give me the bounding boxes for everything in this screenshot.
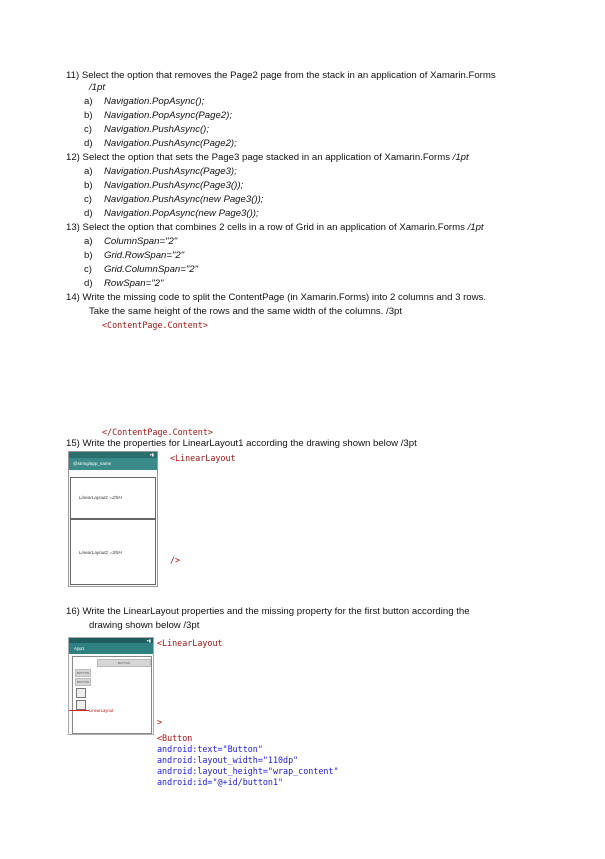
question-points: /1pt — [452, 152, 469, 163]
option-b — [84, 250, 184, 262]
checkbox-icon — [76, 688, 86, 698]
linear-layout-annotation: LinearLayout — [89, 708, 114, 713]
option-label: a) — [84, 236, 93, 247]
option-label: b) — [84, 180, 93, 191]
question-number: 13) — [66, 222, 80, 233]
question-text: Select the option that removes the Page2 page from the stack in an application of Xamarin.Forms — [81, 70, 496, 81]
option-text: Navigation.PushAsync(); — [104, 124, 210, 135]
question-text: Select the option that sets the Page3 page stacked in an application of Xamarin.Forms — [82, 152, 450, 163]
code-open-tag: <ContentPage.Content> — [102, 320, 208, 330]
question-13 — [66, 222, 484, 234]
option-a — [84, 96, 204, 108]
code-button-attr-id: android:id="@+id/button1" — [157, 777, 284, 787]
mock-button-3: BUTTON — [76, 680, 90, 684]
app-bar-title: @string/app_name — [69, 458, 157, 470]
option-label: b) — [84, 250, 93, 261]
option-d — [84, 208, 259, 220]
option-b — [84, 180, 243, 192]
question-text-continued: drawing shown below /3pt — [89, 620, 200, 631]
option-text: Navigation.PopAsync(Page2); — [104, 110, 232, 121]
question-number: 16) — [66, 606, 80, 617]
question-number: 11) — [66, 70, 80, 81]
option-a — [84, 236, 177, 248]
option-c — [84, 124, 209, 136]
linear-layout-box — [72, 656, 152, 734]
option-c — [84, 264, 198, 276]
option-label: d) — [84, 208, 93, 219]
option-text: Navigation.PopAsync(new Page3()); — [104, 208, 259, 219]
option-label: d) — [84, 138, 93, 149]
option-label: a) — [84, 96, 93, 107]
option-label: b) — [84, 110, 93, 121]
question-text: Write the missing code to split the ContentPage (in Xamarin.Forms) into 2 columns and 3 rows. — [82, 292, 487, 303]
question-text: Select the option that combines 2 cells in a row of Grid in an application of Xamarin.Forms — [82, 222, 465, 233]
option-label: c) — [84, 124, 92, 135]
option-text: ColumnSpan="2" — [104, 236, 178, 247]
question-points: /1pt — [89, 82, 106, 93]
option-text: RowSpan="2" — [104, 278, 164, 289]
linear-layout-1-label: LinearLayout1 =2/5H — [79, 495, 122, 500]
signal-icon: ▾▮ — [149, 452, 154, 457]
option-text: Grid.ColumnSpan="2" — [104, 264, 199, 275]
code-open-tag: <LinearLayout — [170, 453, 236, 463]
option-d — [84, 278, 163, 290]
question-number: 15) — [66, 438, 80, 449]
linear-layout-2-box — [70, 519, 156, 585]
option-text: Grid.RowSpan="2" — [104, 250, 185, 261]
option-text: Navigation.PopAsync(); — [104, 96, 205, 107]
annotation-line — [69, 710, 89, 711]
question-text-continued: Take the same height of the rows and the same width of the columns. /3pt — [89, 306, 403, 317]
option-label: c) — [84, 264, 92, 275]
question-text: Write the properties for LinearLayout1 according the drawing shown below /3pt — [82, 438, 417, 449]
app-bar-title: App1 — [69, 643, 153, 654]
question-16 — [66, 606, 470, 618]
question-12 — [66, 152, 469, 164]
status-bar — [69, 452, 157, 458]
code-close-bracket: > — [157, 717, 163, 727]
option-c — [84, 194, 263, 206]
checkbox-icon — [76, 700, 86, 710]
code-button-attr-height: android:layout_height="wrap_content" — [157, 766, 339, 776]
code-button-tag: <Button — [157, 733, 193, 743]
code-button-attr-width: android:layout_width="110dp" — [157, 755, 299, 765]
option-label: a) — [84, 166, 93, 177]
code-close-tag: </ContentPage.Content> — [102, 427, 213, 437]
code-button-attr-text: android:text="Button" — [157, 744, 263, 754]
option-text: Navigation.PushAsync(Page2); — [104, 138, 237, 149]
option-d — [84, 138, 237, 150]
status-bar — [69, 638, 153, 643]
question-14 — [66, 292, 486, 304]
option-label: c) — [84, 194, 92, 205]
code-open-tag: <LinearLayout — [157, 638, 223, 648]
option-text: Navigation.PushAsync(new Page3()); — [104, 194, 264, 205]
code-close-tag: /> — [170, 555, 181, 565]
mock-button-2: BUTTON — [76, 671, 90, 675]
phone-mockup-1 — [68, 451, 158, 587]
linear-layout-1-box — [70, 477, 156, 519]
phone-mockup-2 — [68, 637, 154, 735]
question-number: 14) — [66, 292, 80, 303]
linear-layout-2-label: LinearLayout2 =3/5H — [79, 550, 122, 555]
question-points: /1pt — [467, 222, 484, 233]
question-11 — [66, 70, 496, 82]
option-a — [84, 166, 237, 178]
option-text: Navigation.PushAsync(Page3); — [104, 166, 237, 177]
question-number: 12) — [66, 152, 80, 163]
question-text: Write the LinearLayout properties and the missing property for the first button according the — [82, 606, 470, 617]
option-label: d) — [84, 278, 93, 289]
question-15 — [66, 438, 417, 450]
mock-button-1: BUTTON — [97, 659, 151, 667]
option-b — [84, 110, 232, 122]
signal-icon: ▾▮ — [146, 638, 151, 643]
option-text: Navigation.PushAsync(Page3()); — [104, 180, 244, 191]
